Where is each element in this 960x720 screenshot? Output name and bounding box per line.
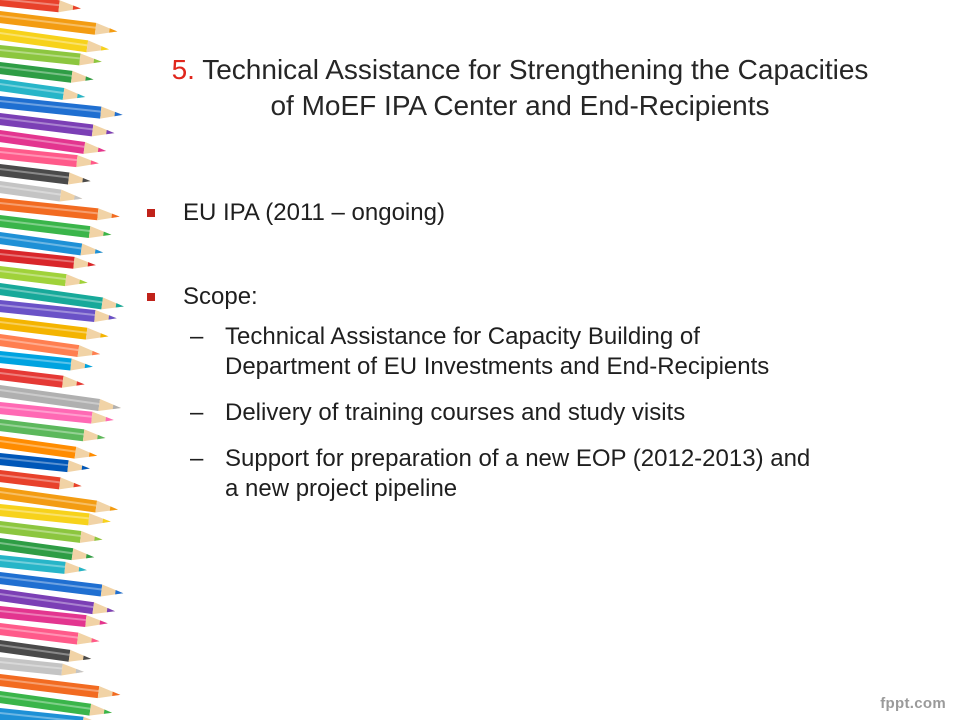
brand-watermark: fppt.com bbox=[880, 695, 946, 712]
bullet-text: EU IPA (2011 – ongoing) bbox=[183, 199, 445, 226]
sub-item-line: Delivery of training courses and study visits bbox=[225, 399, 686, 426]
sub-item-line: Department of EU Investments and End-Recipients bbox=[225, 353, 770, 380]
sub-item-eop-support bbox=[145, 444, 935, 504]
sub-item-line: Support for preparation of a new EOP (2012-2013) and bbox=[225, 445, 811, 472]
dash-bullet: – bbox=[190, 399, 204, 426]
dash-bullet: – bbox=[190, 323, 204, 350]
title-line-1 bbox=[110, 52, 930, 88]
bullet-scope bbox=[145, 282, 935, 312]
title-line-2: of MoEF IPA Center and End-Recipients bbox=[270, 90, 770, 121]
title-text-1: Technical Assistance for Strengthening the Capacities bbox=[202, 54, 869, 85]
pencil-icon bbox=[0, 0, 82, 15]
dash-bullet: – bbox=[190, 445, 204, 472]
slide-content bbox=[145, 198, 935, 504]
square-bullet-icon bbox=[147, 293, 155, 301]
title-number: 5. bbox=[171, 54, 195, 85]
square-bullet-icon bbox=[147, 209, 155, 217]
slide-title bbox=[110, 52, 930, 124]
bullet-text: Scope: bbox=[183, 283, 258, 310]
pencil-icon bbox=[0, 469, 82, 492]
bullet-eu-ipa bbox=[145, 198, 935, 228]
sub-item-line: a new project pipeline bbox=[225, 475, 458, 502]
sub-item-capacity-building bbox=[145, 322, 935, 382]
sub-item-training bbox=[145, 398, 935, 428]
sub-item-line: Technical Assistance for Capacity Building of bbox=[225, 323, 700, 350]
